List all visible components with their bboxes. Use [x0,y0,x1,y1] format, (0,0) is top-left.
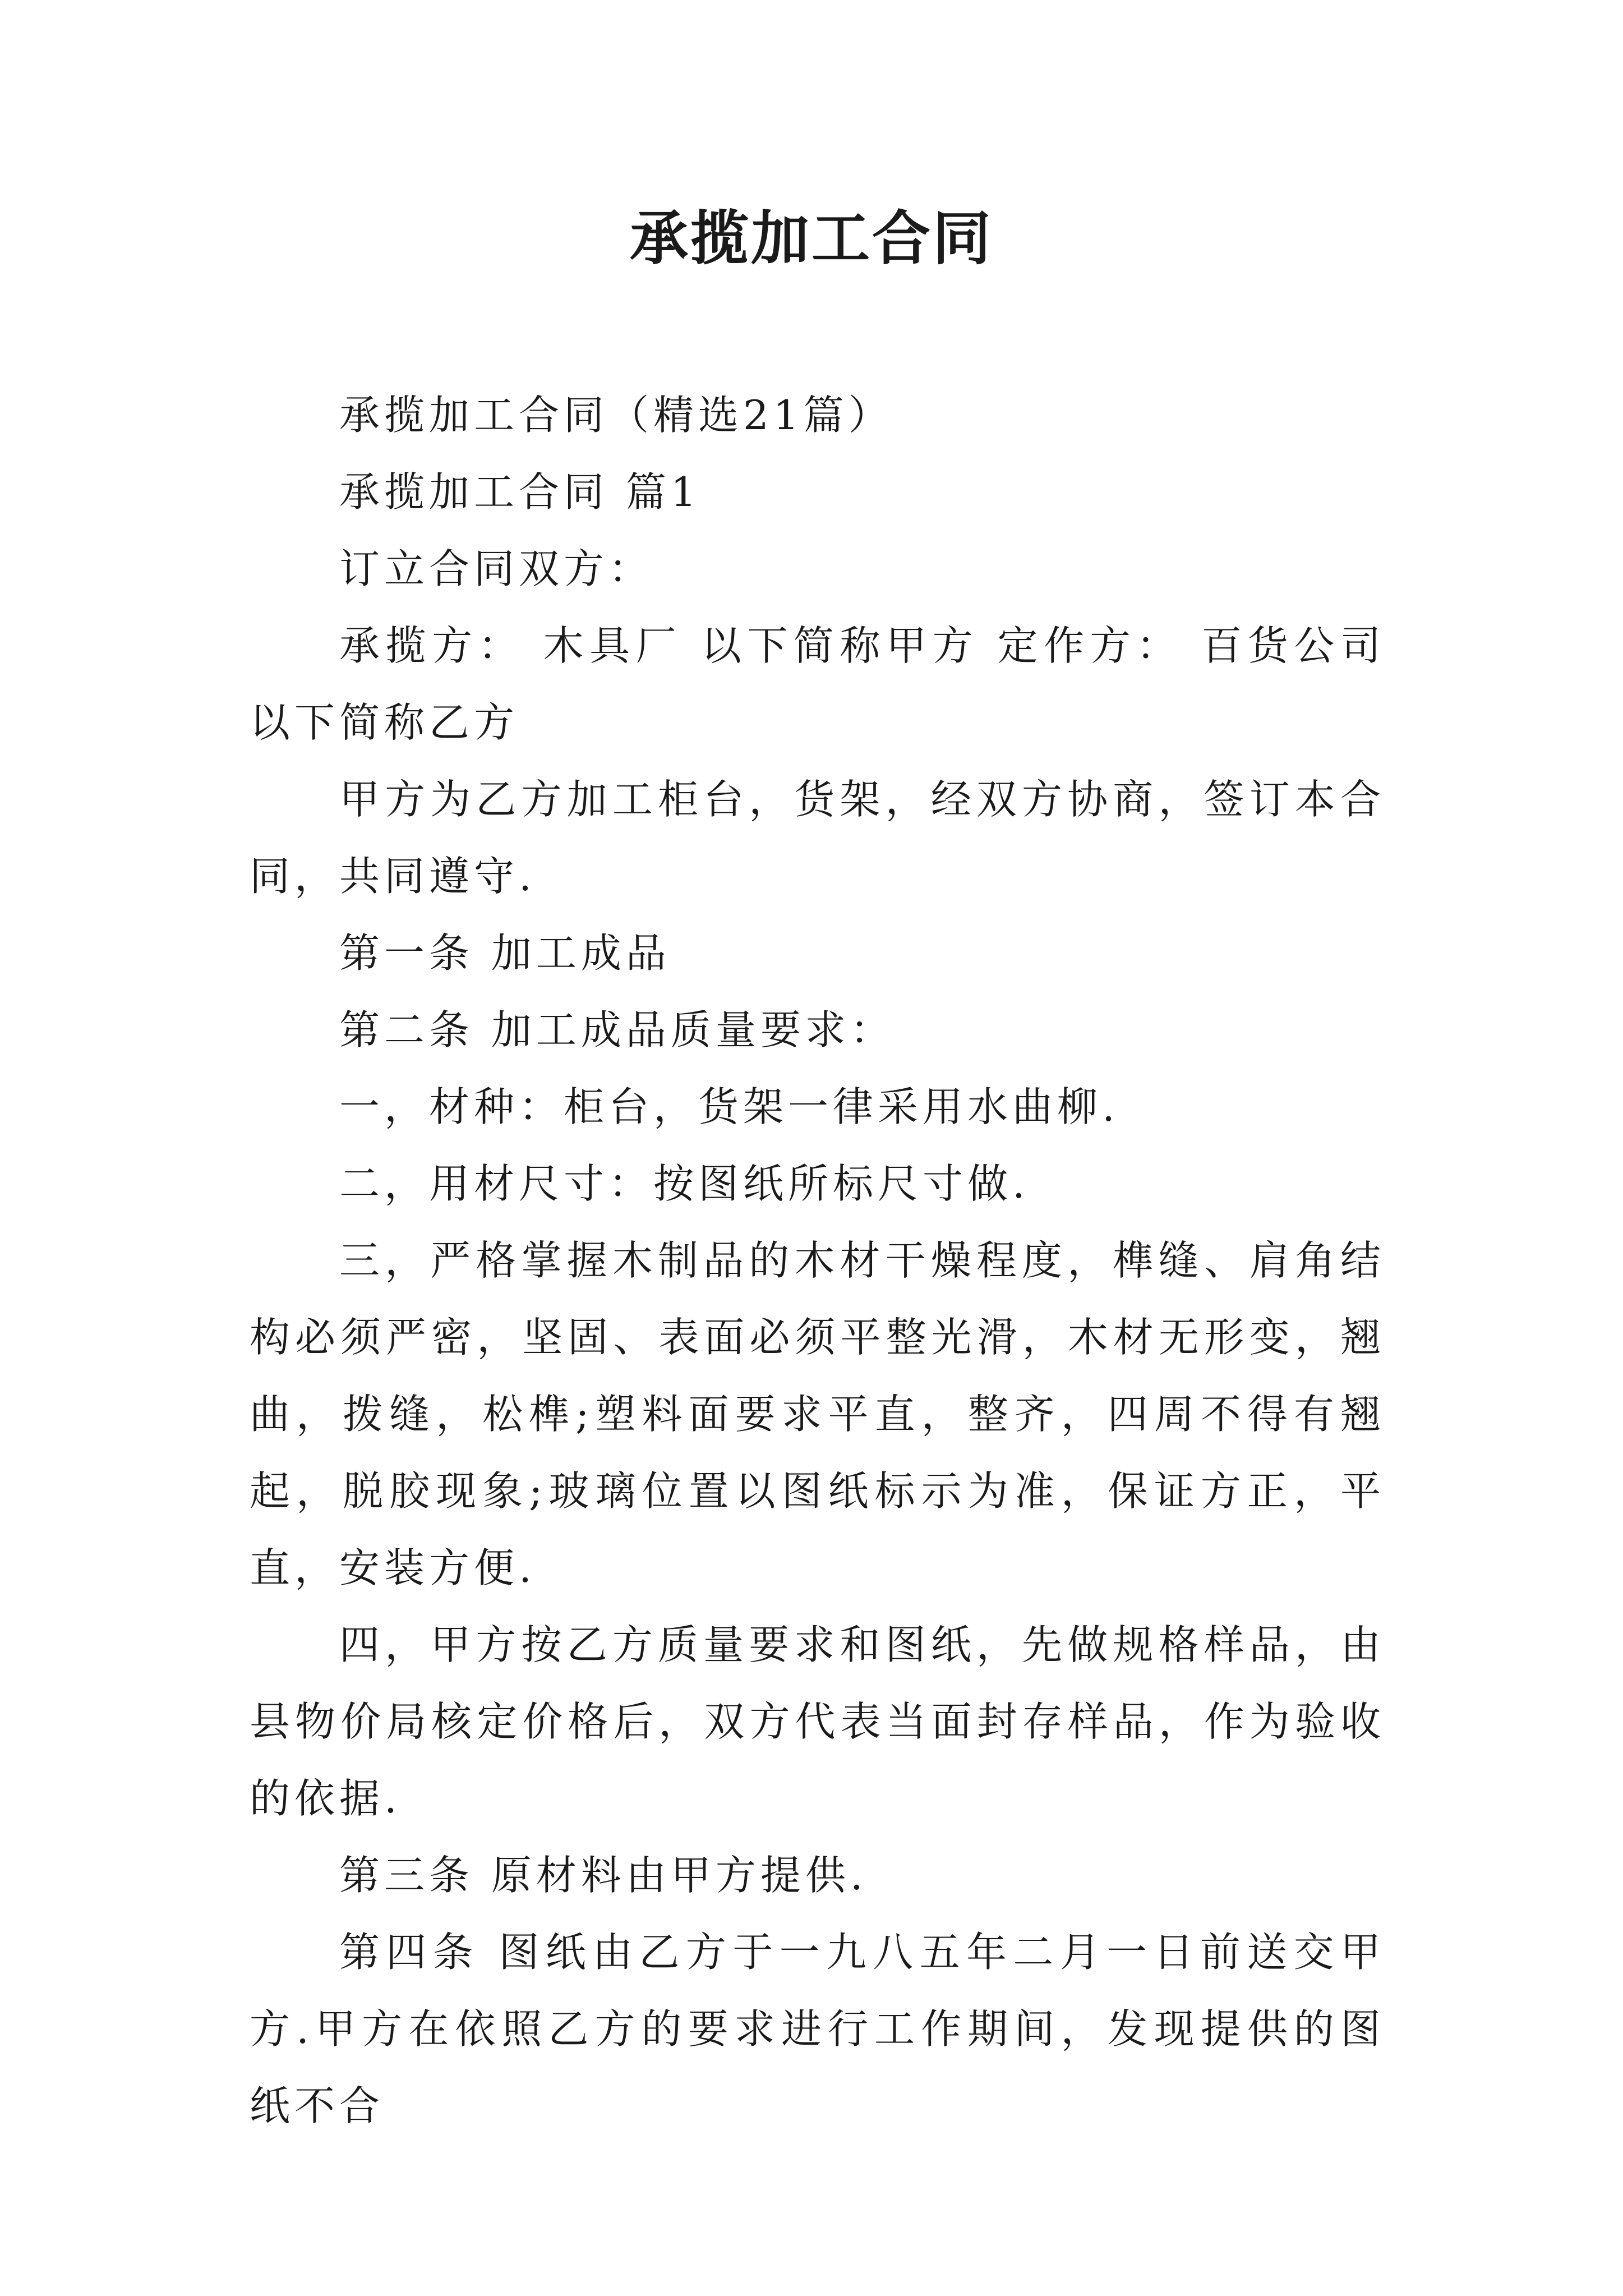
paragraph: 承揽加工合同 篇1 [339,468,701,516]
paragraph: 二，用材尺寸：按图纸所标尺寸做. [339,1160,1030,1207]
paragraph: 承揽方： 木具厂 以下简称甲方 定作方： 百货公司以下简称乙方 [250,622,1385,746]
paragraph: 承揽加工合同（精选21篇） [339,392,893,439]
paragraph: 四，甲方按乙方质量要求和图纸，先做规格样品，由县物价局核定价格后，双方代表当面封存样品，作为验收的依据. [250,1621,1385,1822]
document-title: 承揽加工合同 [629,204,993,273]
paragraph: 三，严格掌握木制品的木材干燥程度，榫缝、肩角结构必须严密，坚固、表面必须平整光滑，木材无形变，翘曲，拨缝，松榫;塑料面要求平直，整齐，四周不得有翘起，脱胶现象;玻璃位置以图纸标示为准，保证方正，平直，安装方便. [250,1237,1385,1591]
paragraph: 第一条 加工成品 [339,930,671,977]
paragraph: 第四条 图纸由乙方于一九八五年二月一日前送交甲方.甲方在依照乙方的要求进行工作期间，发现提供的图纸不合 [250,1929,1385,2129]
paragraph: 甲方为乙方加工柜台，货架，经双方协商，签订本合同，共同遵守. [250,776,1385,900]
paragraph: 第三条 原材料由甲方提供. [339,1852,868,1899]
paragraph: 一，材种：柜台，货架一律采用水曲柳. [339,1083,1119,1130]
paragraph: 订立合同双方： [339,545,654,592]
document-body [250,377,1385,2145]
paragraph: 第二条 加工成品质量要求： [339,1006,895,1053]
